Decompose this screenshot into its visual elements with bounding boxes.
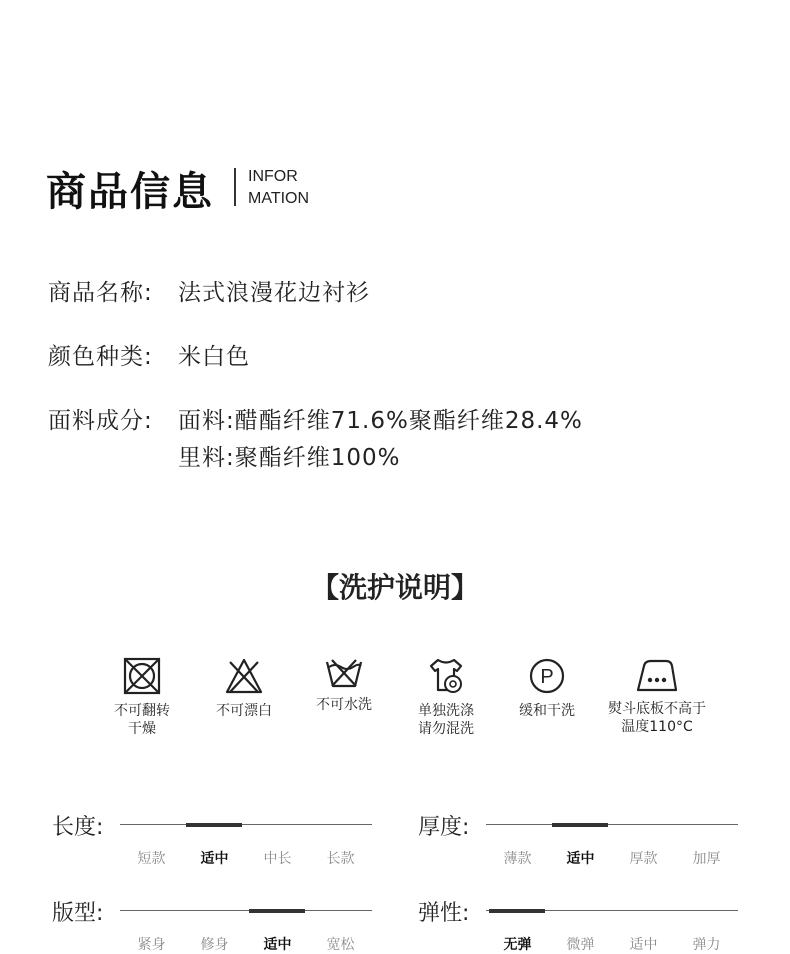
attr-option: 修身 [200,937,229,953]
page-title: 商品信息 [46,169,214,215]
attr-selected-marker [186,823,242,827]
attr-scale [120,824,372,867]
svg-text:P: P [540,666,554,688]
attr-option: 适中 [629,937,658,953]
info-row-name [48,278,370,308]
attr-label: 弹性: [418,901,470,926]
name-value: 法式浪漫花边衬衫 [178,280,370,306]
care-item-iron [597,656,717,736]
care-item-dry-clean [487,656,607,720]
attr-option-selected: 无弹 [503,937,532,953]
attr-selected-marker [489,909,545,913]
attr-option: 中长 [263,851,292,867]
color-label: 颜色种类: [48,344,153,370]
name-label: 商品名称: [48,280,153,306]
attr-label: 长度: [52,815,104,840]
care-label: 单独洗涤 请勿混洗 [418,703,474,737]
info-row-material-2 [178,443,401,473]
no-bleach-icon [224,656,264,696]
info-row-material [48,406,583,436]
no-tumble-dry-icon [122,656,162,696]
attr-label: 版型: [52,901,104,926]
color-value: 米白色 [178,344,250,370]
material-label: 面料成分: [48,408,153,434]
iron-icon [635,656,679,694]
attr-option: 弹力 [692,937,721,953]
no-water-wash-icon [324,656,364,690]
attr-option: 短款 [137,851,166,867]
attr-scale [486,824,738,867]
attr-option: 宽松 [326,937,355,953]
wash-section-title: 【洗护说明】 [310,571,479,604]
attr-option-selected: 适中 [263,937,292,953]
attr-selected-marker [249,909,305,913]
subtitle-line-1: INFOR [248,168,298,185]
title-divider [234,168,236,206]
dry-clean-p-icon [527,656,567,696]
page-subtitle [248,166,309,210]
care-label: 不可漂白 [216,703,272,719]
info-row-color [48,342,250,372]
material-line-2: 里料:聚酯纤维100% [178,445,401,471]
care-label: 不可水洗 [316,697,372,713]
attr-label: 厚度: [418,815,470,840]
attr-scale [120,910,372,953]
attr-option: 长款 [326,851,355,867]
care-label: 不可翻转 干燥 [114,703,170,737]
attr-option: 薄款 [503,851,532,867]
attr-scale [486,910,738,953]
attr-option-selected: 适中 [566,851,595,867]
care-label: 缓和干洗 [519,703,575,719]
attr-option: 紧身 [137,937,166,953]
attr-option: 加厚 [692,851,721,867]
attr-option: 微弹 [566,937,595,953]
wash-separately-icon [426,656,466,696]
attr-option-selected: 适中 [200,851,229,867]
attr-option: 厚款 [629,851,658,867]
material-line-1: 面料:醋酯纤维71.6%聚酯纤维28.4% [178,408,583,434]
subtitle-line-2: MATION [248,190,310,207]
care-label: 熨斗底板不高于 温度110°C [608,701,706,735]
attr-selected-marker [552,823,608,827]
